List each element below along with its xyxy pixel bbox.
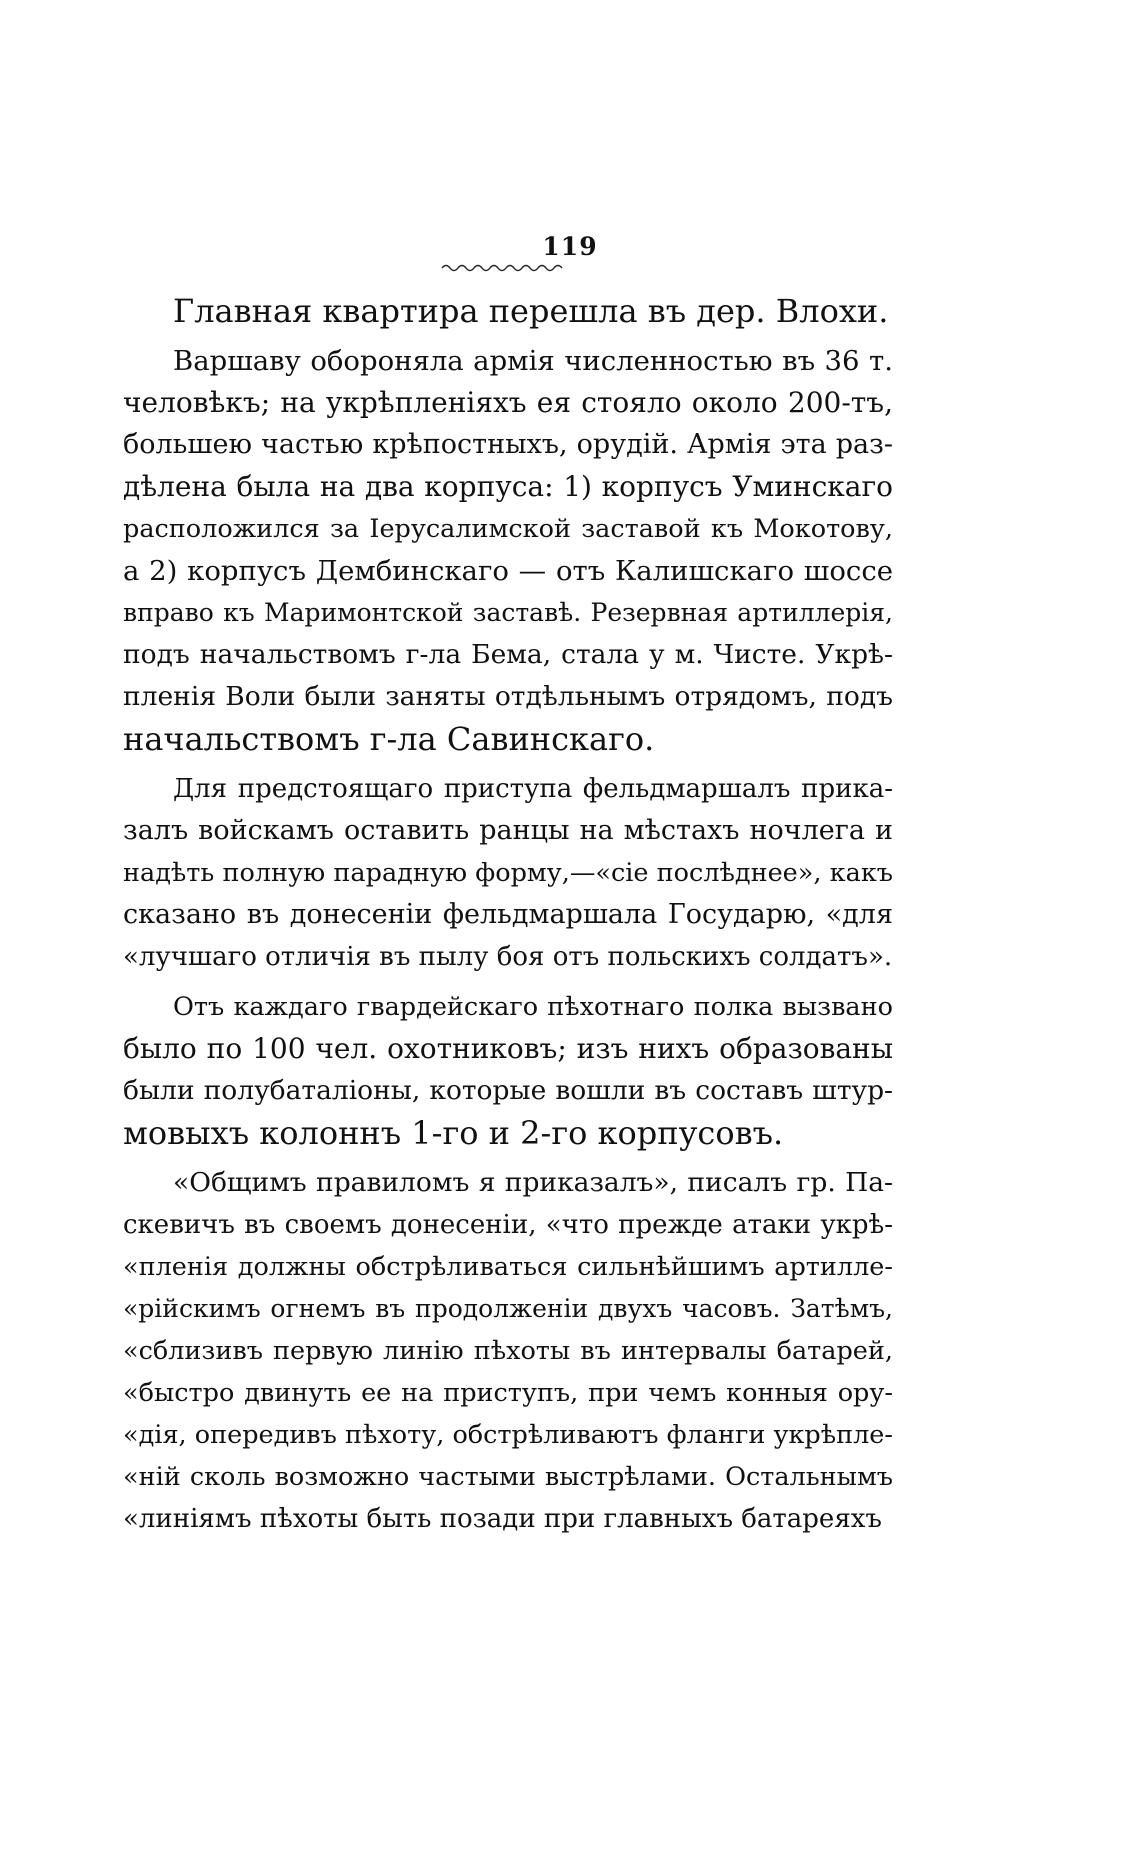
text-line: а 2) корпусъ Дембинскаго — отъ Калишскаго шоссе bbox=[123, 555, 893, 587]
text-line: «Общимъ правиломъ я приказалъ», писалъ гр. Па- bbox=[173, 1167, 893, 1198]
paragraph bbox=[123, 1162, 893, 1540]
paragraph bbox=[123, 340, 893, 760]
paragraph bbox=[123, 768, 893, 978]
text-line: «ній сколь возможно частыми выстрѣлами. Остальнымъ bbox=[123, 1462, 893, 1492]
text-line: надѣть полную парадную форму,—«сіе послѣднее», какъ bbox=[123, 858, 893, 888]
text-line: Варшаву обороняла армія численностью въ 36 т. bbox=[173, 345, 893, 377]
text-line: мовыхъ колоннъ 1-го и 2-го корпусовъ. bbox=[123, 1114, 784, 1152]
text-line: «рійскимъ огнемъ въ продолженіи двухъ часовъ. Затѣмъ, bbox=[123, 1294, 893, 1323]
text-line: «лучшаго отличія въ пылу боя отъ польскихъ солдатъ». bbox=[123, 942, 893, 972]
page-number: 119 bbox=[542, 232, 598, 261]
text-line: дѣлена была на два корпуса: 1) корпусъ Уминскаго bbox=[123, 470, 893, 503]
text-line: «пленія должны обстрѣливаться сильнѣйшимъ артилле- bbox=[123, 1252, 893, 1282]
text-line: были полубаталіоны, которые вошли въ составъ штур- bbox=[123, 1075, 893, 1106]
paragraph bbox=[123, 290, 893, 332]
text-line: Главная квартира перешла въ дер. Влохи. bbox=[173, 292, 889, 330]
text-line: Отъ каждаго гвардейскаго пѣхотнаго полка вызвано bbox=[173, 992, 893, 1022]
text-line: начальствомъ г-ла Савинскаго. bbox=[123, 720, 655, 758]
text-line: залъ войскамъ оставить ранцы на мѣстахъ ночлега и bbox=[123, 815, 893, 846]
text-line: большею частью крѣпостныхъ, орудій. Армія эта раз- bbox=[123, 429, 893, 460]
body-text bbox=[123, 290, 893, 1540]
text-line: «линіямъ пѣхоты быть позади при главныхъ батареяхъ bbox=[123, 1504, 882, 1534]
text-line: расположился за Іерусалимской заставой къ Мокотову, bbox=[123, 514, 893, 544]
text-line: вправо къ Маримонтской заставѣ. Резервная артиллерія, bbox=[123, 598, 893, 627]
text-line: «сблизивъ первую линію пѣхоты въ интервалы батарей, bbox=[123, 1336, 893, 1366]
text-line: скевичъ въ своемъ донесеніи, «что прежде атаки укрѣ- bbox=[123, 1210, 893, 1240]
text-line: пленія Воли были заняты отдѣльнымъ отрядомъ, подъ bbox=[123, 681, 893, 712]
text-line: подъ начальствомъ г-ла Бема, стала у м. Чисте. Укрѣ- bbox=[123, 639, 893, 670]
text-line: «быстро двинуть ее на приступъ, при чемъ конныя ору- bbox=[123, 1378, 893, 1408]
wavy-rule-ornament bbox=[440, 262, 570, 274]
text-line: было по 100 чел. охотниковъ; изъ нихъ образованы bbox=[123, 1032, 893, 1065]
text-line: человѣкъ; на укрѣпленіяхъ ея стояло около 200-тъ, bbox=[123, 386, 893, 419]
text-line: сказано въ донесеніи фельдмаршала Государю, «для bbox=[123, 899, 893, 930]
text-line: Для предстоящаго приступа фельдмаршалъ прика- bbox=[173, 774, 893, 804]
text-line: «дія, опередивъ пѣхоту, обстрѣливаютъ фланги укрѣпле- bbox=[123, 1420, 893, 1450]
paragraph bbox=[123, 986, 893, 1154]
